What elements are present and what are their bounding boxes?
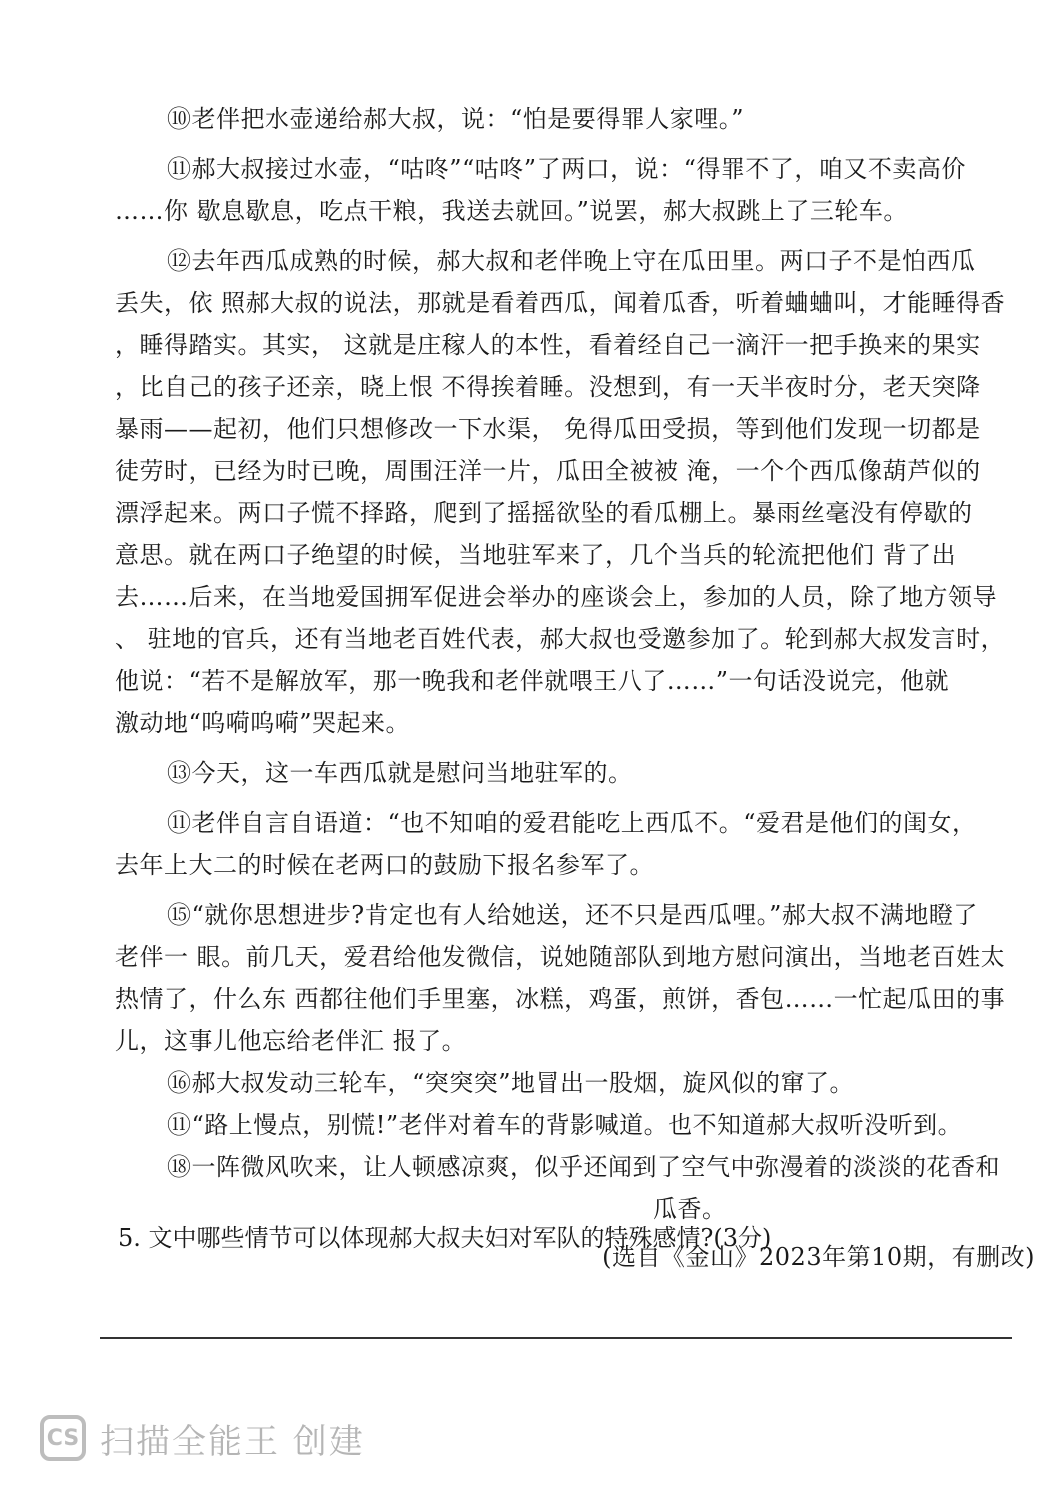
- text-line: ⑱一阵微风吹来，让人顿感凉爽，似乎还闻到了空气中弥漫着的淡淡的花香和: [167, 1153, 1000, 1181]
- text-line: 徒劳时，已经为时已晚，周围汪洋一片，瓜田全被被 淹，一个个西瓜像葫芦似的: [115, 457, 981, 485]
- text-line: ⑪老伴自言自语道：“也不知咱的爱君能吃上西瓜不。“爱君是他们的闺女，: [167, 809, 977, 837]
- paragraph-15: [115, 894, 1052, 1062]
- paragraph-17: [115, 1104, 1052, 1146]
- text-line: 去年上大二的时候在老两口的鼓励下报名参军了。: [115, 851, 654, 879]
- text-line: ，比自己的孩子还亲，晓上恨 不得挨着睡。没想到，有一天半夜时分，老天突降: [115, 373, 981, 401]
- text-line: ⑯郝大叔发动三轮车，“突突突”地冒出一股烟，旋风似的窜了。: [167, 1069, 855, 1097]
- answer-blank-line: [100, 1337, 1012, 1339]
- text-line: ⑩老伴把水壶递给郝大叔，说：“怕是要得罪人家哩。”: [167, 105, 745, 133]
- text-line: 暴雨——起初，他们只想修改一下水渠， 免得瓜田受损，等到他们发现一切都是: [115, 415, 981, 443]
- paragraph-14: [115, 802, 1052, 886]
- paragraph-11: [115, 148, 1052, 232]
- text-line: ⑪郝大叔接过水壶，“咕咚”“咕咚”了两口，说：“得罪不了，咱又不卖高价: [167, 155, 966, 183]
- text-line: 漂浮起来。两口子慌不择路，爬到了摇摇欲坠的看瓜棚上。暴雨丝毫没有停歇的: [115, 499, 973, 527]
- text-line: 儿，这事儿他忘给老伴汇 报了。: [115, 1027, 467, 1055]
- article-excerpt: [115, 98, 1052, 1280]
- text-line: 意思。就在两口子绝望的时候，当地驻军来了，几个当兵的轮流把他们 背了出: [115, 541, 957, 569]
- text-line: 老伴一 眼。前几天，爱君给他发微信，说她随部队到地方慰问演出，当地老百姓太: [115, 943, 1006, 971]
- text-line-tail: 瓜香。: [653, 1195, 727, 1223]
- camscanner-logo-icon: CS: [40, 1415, 86, 1461]
- paragraph-12: [115, 240, 1052, 744]
- text-line: 热情了，什么东 西都往他们手里塞，冰糕，鸡蛋，煎饼，香包……一忙起瓜田的事: [115, 985, 1006, 1013]
- text-line: 丢失，依 照郝大叔的说法，那就是看着西瓜，闻着瓜香，听着蛐蛐叫，才能睡得香: [115, 289, 1006, 317]
- paragraph-13: [115, 752, 1052, 794]
- question-5: 5. 文中哪些情节可以体现郝大叔夫妇对军队的特殊感情?(3分): [118, 1224, 772, 1252]
- text-line: 他说：“若不是解放军，那一晚我和老伴就喂王八了……”一句话没说完，他就: [115, 667, 950, 695]
- source-citation: (选自《金山》2023年第10期，有删改): [602, 1243, 1035, 1271]
- text-line: ⑮“就你思想进步?肯定也有人给她送，还不只是西瓜哩。”郝大叔不满地瞪了: [167, 901, 978, 929]
- text-line: 去……后来，在当地爱国拥军促进会举办的座谈会上，参加的人员，除了地方领导: [115, 583, 997, 611]
- text-line: ……你 歇息歇息，吃点干粮，我送去就回。”说罢，郝大叔跳上了三轮车。: [115, 197, 908, 225]
- scanner-watermark: [40, 1412, 365, 1464]
- text-line: ，睡得踏实。其实， 这就是庄稼人的本性，看着经自己一滴汗一把手换来的果实: [115, 331, 981, 359]
- text-line: ⑬今天，这一车西瓜就是慰问当地驻军的。: [167, 759, 633, 787]
- paragraph-16: [115, 1062, 1052, 1104]
- text-line: ⑫去年西瓜成熟的时候，郝大叔和老伴晚上守在瓜田里。两口子不是怕西瓜: [167, 247, 976, 275]
- paragraph-10: [115, 98, 1052, 140]
- text-line: 、 驻地的官兵，还有当地老百姓代表，郝大叔也受邀参加了。轮到郝大叔发言时，: [115, 625, 1006, 653]
- text-line: ⑪“路上慢点，别慌!”老伴对着车的背影喊道。也不知道郝大叔听没听到。: [167, 1111, 963, 1139]
- watermark-text: 扫描全能王 创建: [100, 1421, 365, 1462]
- text-line: 激动地“呜嗬呜嗬”哭起来。: [115, 709, 411, 737]
